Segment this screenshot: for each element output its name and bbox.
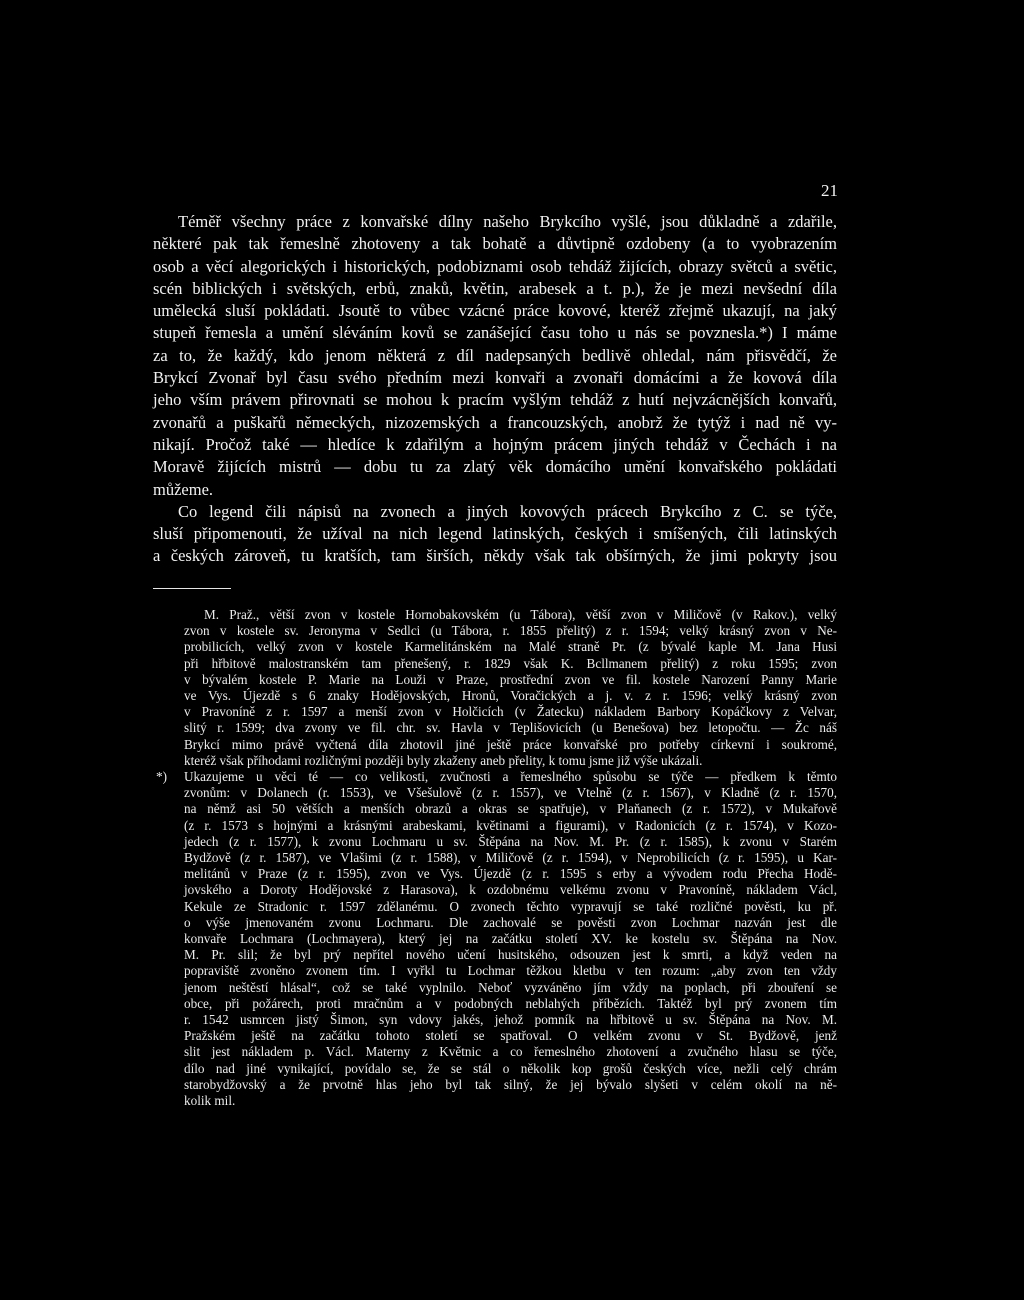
footnote-line: slit jest nákladem p. Václ. Materny z Květnic a co řemeslného zhotovení a zvučného hlasu se týče,: [184, 1044, 837, 1060]
footnote-line: Pražském ještě na začátku tohoto století se spatřoval. O velkém zvonu v St. Bydžově, jenž: [184, 1028, 837, 1044]
footnote-line: (z r. 1573 s hojnými a krásnými arabeskami, květinami a figurami), v Radonicích (z r. 1574), v Kozo-: [184, 817, 837, 833]
footnote-line: v bývalém kostele P. Marie na Louži v Praze, prostřední zvon ve fil. kostele Narození Panny Marie: [184, 671, 837, 687]
footnote-line: o výše jmenovaném zvonu Lochmaru. Dle zachovalé se pověsti zvon Lochmar nazván jest dle: [184, 914, 837, 930]
footnote-line: dílo nad jiné vynikající, povídalo se, že se stál o několik kop grošů českých více, nežli celý chrám: [184, 1060, 837, 1076]
footnote-line: melitánů v Praze (z r. 1595), zvon ve Vys. Újezdě (z r. 1595 s erby a vývodem rodu Přecha Hodě-: [184, 866, 837, 882]
main-text-line: sluší připomenouti, že užíval na nich legend latinských, českých i smíšených, čili latinských: [153, 524, 837, 544]
main-text-line: Brykcí Zvonař byl času svého předním mezi konvaři a zvonaři domácími a že kovová díla: [153, 368, 837, 388]
main-text-line: a českých zároveň, tu kratších, tam širších, někdy však tak obšírných, že jimi pokryty jsou: [153, 546, 837, 566]
footnote-line: [156, 769, 837, 785]
footnote-line: M. Praž., větší zvon v kostele Hornobakovském (u Tábora), větší zvon v Miličově (v Rakov.), velký: [204, 607, 837, 622]
main-text-line: scén biblických i světských, erbů, znaků, květin, arabesek a t. p.), že je mezi nevšední díla: [153, 278, 837, 298]
footnote-line: konvaře Lochmara (Lochmayera), který jej na začátku století XV. ke kostelu sv. Štěpána na Nov.: [184, 931, 837, 947]
footnote-line: Bydžově (z r. 1587), ve Vlašimi (z r. 1588), v Miličově (z r. 1594), v Neprobilicích (z r. 1595), u Kar-: [184, 850, 837, 866]
footnote-line: Brykcí mimo právě vyčtená díla zhotovil jiné ještě práce konvařské pro potřeby církevní i soukromé,: [184, 736, 837, 752]
main-text-line: jeho vším právem přirovnati se mohou k pracím vyšlým tehdáž z hutí nejvzácnějších konvařů,: [153, 390, 837, 410]
footnote-line: kteréž však příhodami rozličnými později byly zkaženy aneb přelity, k tomu jsme již výše ukázali.: [184, 752, 703, 768]
footnote-line: jovského a Doroty Hodějovské z Harasova), k ozdobnému velkému zvonu v Pravoníně, nákladem Václ,: [184, 882, 837, 898]
footnote-line: v Pravoníně z r. 1597 a menší zvon v Holčicích (v Žatecku) nákladem Barbory Kopáčkovy z Velvar,: [184, 704, 837, 720]
main-text-line: umělecká sluší pokládati. Jsoutě to vůbec vzácné práce kovové, kteréž zřejmě ukazují, na jaký: [153, 301, 837, 321]
footnote-line: starobydžovský a že prvotně hlas jeho byl tak silný, že jej bývalo slyšeti v celém okolí na ně-: [184, 1076, 837, 1092]
main-text-line: můžeme.: [153, 479, 214, 499]
footnote-line: jedech (z r. 1577), k zvonu Lochmaru u sv. Štěpána na Nov. M. Pr. (z r. 1585), k zvonu v Starém: [184, 833, 837, 849]
footnote-line: r. 1542 usmrcen jistý Šimon, syn vdovy jakés, jehož pomník na hřbitově u sv. Štěpána na Nov. M.: [184, 1012, 837, 1028]
footnote-line: jenom neštěstí hlásal“, což se také vyplnilo. Neboť vyzváněno jím vždy na poplach, při zbouření se: [184, 979, 837, 995]
footnote-line: probilicích, velký zvon v kostele Karmelitánském na Malé straně Pr. (z bývalé kaple M. Jana Husi: [184, 639, 837, 655]
footnote-line: Kekule ze Stradonic r. 1597 zdělanému. O zvonech těchto vypravují se také rozličné pověsti, ku př.: [184, 898, 837, 914]
main-text-line: za to, že každý, kdo jenom některá z díl nadepsaných bedlivě ohledal, nám přisvědčí, že: [153, 345, 837, 365]
main-text-line: osob a věcí alegorických i historických, podobiznami osob tehdáž žijících, obrazy světců a světic,: [153, 256, 837, 276]
main-text-line: některé pak tak řemeslně zhotoveny a tak bohatě a důvtipně ozdobeny (a to vyobrazením: [153, 234, 837, 254]
page-number: 21: [821, 181, 838, 200]
footnote-marker: *): [156, 769, 167, 785]
footnote-line: M. Pr. slil; že byl prý nepřítel nového učení husitského, odsouzen jest k smrti, a když veden na: [184, 947, 837, 963]
main-text-line: Moravě žijících mistrů — dobu tu za zlatý věk domácího umění konvařského pokládati: [153, 457, 837, 477]
footnote-line: kolik mil.: [184, 1093, 236, 1109]
main-text-line: Téměř všechny práce z konvařské dílny našeho Brykcího vyšlé, jsou důkladně a zdařile,: [178, 212, 837, 231]
footnote-line: na němž asi 50 větších a menších obrazů a okras se spatřuje), v Plaňanech (z r. 1572), v Mukařově: [184, 801, 837, 817]
footnotes: [156, 607, 837, 1109]
footnote-asterisk: [156, 769, 837, 1109]
footnote-line: při hřbitově malostranském tam přenešený, r. 1829 však K. Bcllmanem přelitý) z roku 1595; zvon: [184, 655, 837, 671]
main-text-line: Co legend čili nápisů na zvonech a jiných kovových prácech Brykcího z C. se týče,: [178, 501, 837, 521]
footnote-line: zvon v kostele sv. Jeronyma v Sedlci (u Tábora, r. 1855 přelitý) z r. 1594; velký krásný zvon v Ne-: [184, 623, 837, 639]
footnote-line: ve Vys. Újezdě s 6 znaky Hodějovských, Hronů, Voračických a j. v. z r. 1596; velký krásný zvon: [184, 688, 837, 704]
footnote-line: obce, při požárech, proti mračnům a v podobných neblahých příbězích. Taktéž byl prý zvonem tím: [184, 995, 837, 1011]
main-text-line: zvonařů a puškařů německých, nizozemských a francouzských, anobrž že tytýž i nad ně vy-: [153, 412, 837, 432]
footnote-line: zvonům: v Dolanech (r. 1553), ve Všešulově (z r. 1557), ve Vtelně (z r. 1567), v Kladně (z r. 1570,: [184, 785, 837, 801]
main-text-line: nikají. Pročož také — hledíce k zdařilým a hojným prácem jiných tehdáž v Čechách i na: [153, 434, 837, 454]
footnote-line: slitý r. 1599; dva zvony ve fil. chr. sv. Havla v Teplišovicích (u Benešova) bez letopočtu. — Žc náš: [184, 720, 837, 736]
footnote-line-text: Ukazujeme u věci té — co velikosti, zvučnosti a řemeslného spůsobu se týče — předkem k těmto: [184, 769, 837, 785]
footnote-continued: [184, 607, 837, 769]
main-text: [153, 211, 837, 568]
main-text-line: stupeň řemesla a umění sléváním kovů se zanášející času toho u nás se povznesla.*) I máme: [153, 323, 837, 343]
footnote-separator: [153, 588, 231, 589]
footnote-line: popraviště zvoněno zvonem tím. I vyřkl tu Lochmar těžkou kletbu v ten rozum: „aby zvon ten vždy: [184, 963, 837, 979]
